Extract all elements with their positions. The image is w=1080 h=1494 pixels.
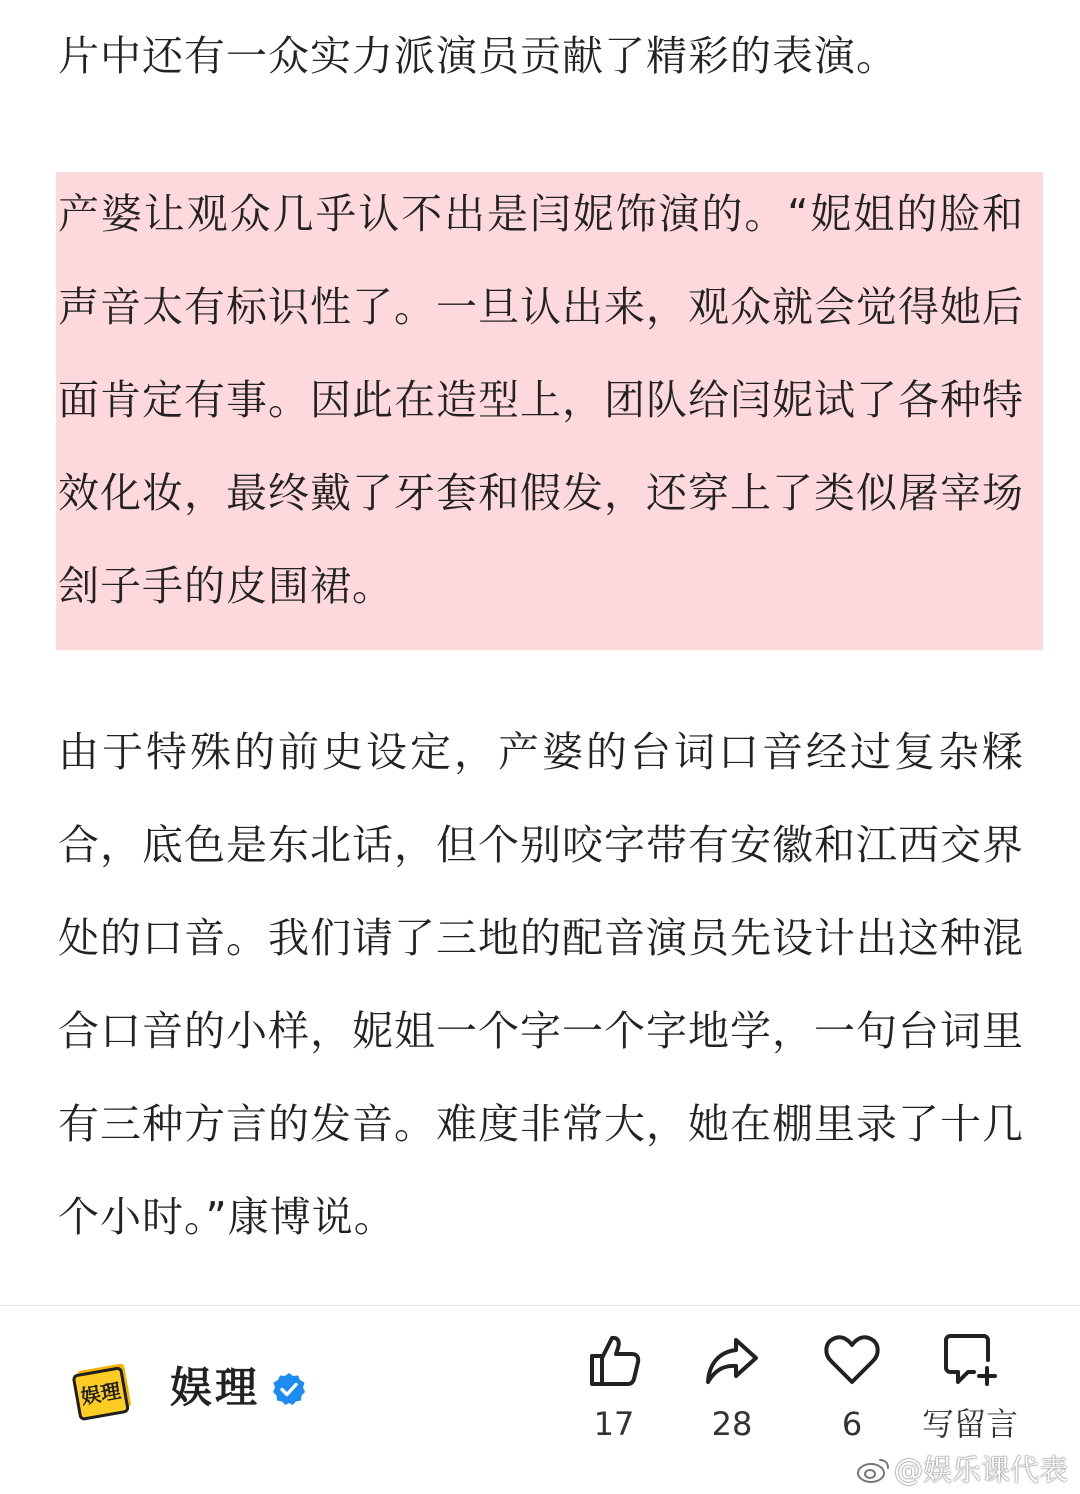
comment-plus-icon [940, 1330, 1000, 1390]
thumbs-up-icon [584, 1330, 644, 1390]
write-comment-button[interactable] [910, 1330, 1030, 1450]
favorite-count: 6 [841, 1405, 863, 1443]
share-button[interactable] [672, 1330, 792, 1450]
author-name[interactable]: 娱理 [170, 1363, 261, 1412]
share-count: 28 [711, 1405, 753, 1443]
weibo-logo-icon [856, 1456, 890, 1484]
watermark-text: @娱乐课代表 [893, 1453, 1068, 1487]
write-comment-label: 写留言 [921, 1405, 1018, 1443]
highlighted-paragraph: 产婆让观众几乎认不出是闫妮饰演的。“妮姐的脸和声音太有标识性了。一旦认出来，观众就会觉得她后面肯定有事。因此在造型上，团队给闫妮试了各种特效化妆，最终戴了牙套和假发，还穿上了类似屠宰场刽子手的皮围裙。 [58, 190, 1024, 610]
heart-icon [822, 1330, 882, 1390]
favorite-button[interactable] [792, 1330, 912, 1450]
verified-badge-icon [272, 1372, 306, 1406]
article-paragraph: 由于特殊的前史设定，产婆的台词口音经过复杂糅合，底色是东北话，但个别咬字带有安徽和江西交界处的口音。我们请了三地的配音演员先设计出这种混合口音的小样，妮姐一个字一个字地学，一句台词里有三种方言的发音。难度非常大，她在棚里录了十几个小时。”康博说。 [58, 728, 1024, 1241]
author-logo[interactable] [70, 1355, 138, 1423]
like-count: 17 [593, 1405, 635, 1443]
article-paragraph: 片中还有一众实力派演员贡献了精彩的表演。 [58, 32, 898, 80]
share-arrow-icon [702, 1330, 762, 1390]
logo-text: 娱理 [78, 1378, 123, 1409]
footer-divider [0, 1305, 1080, 1306]
weibo-watermark [856, 1452, 1068, 1488]
like-button[interactable] [554, 1330, 674, 1450]
